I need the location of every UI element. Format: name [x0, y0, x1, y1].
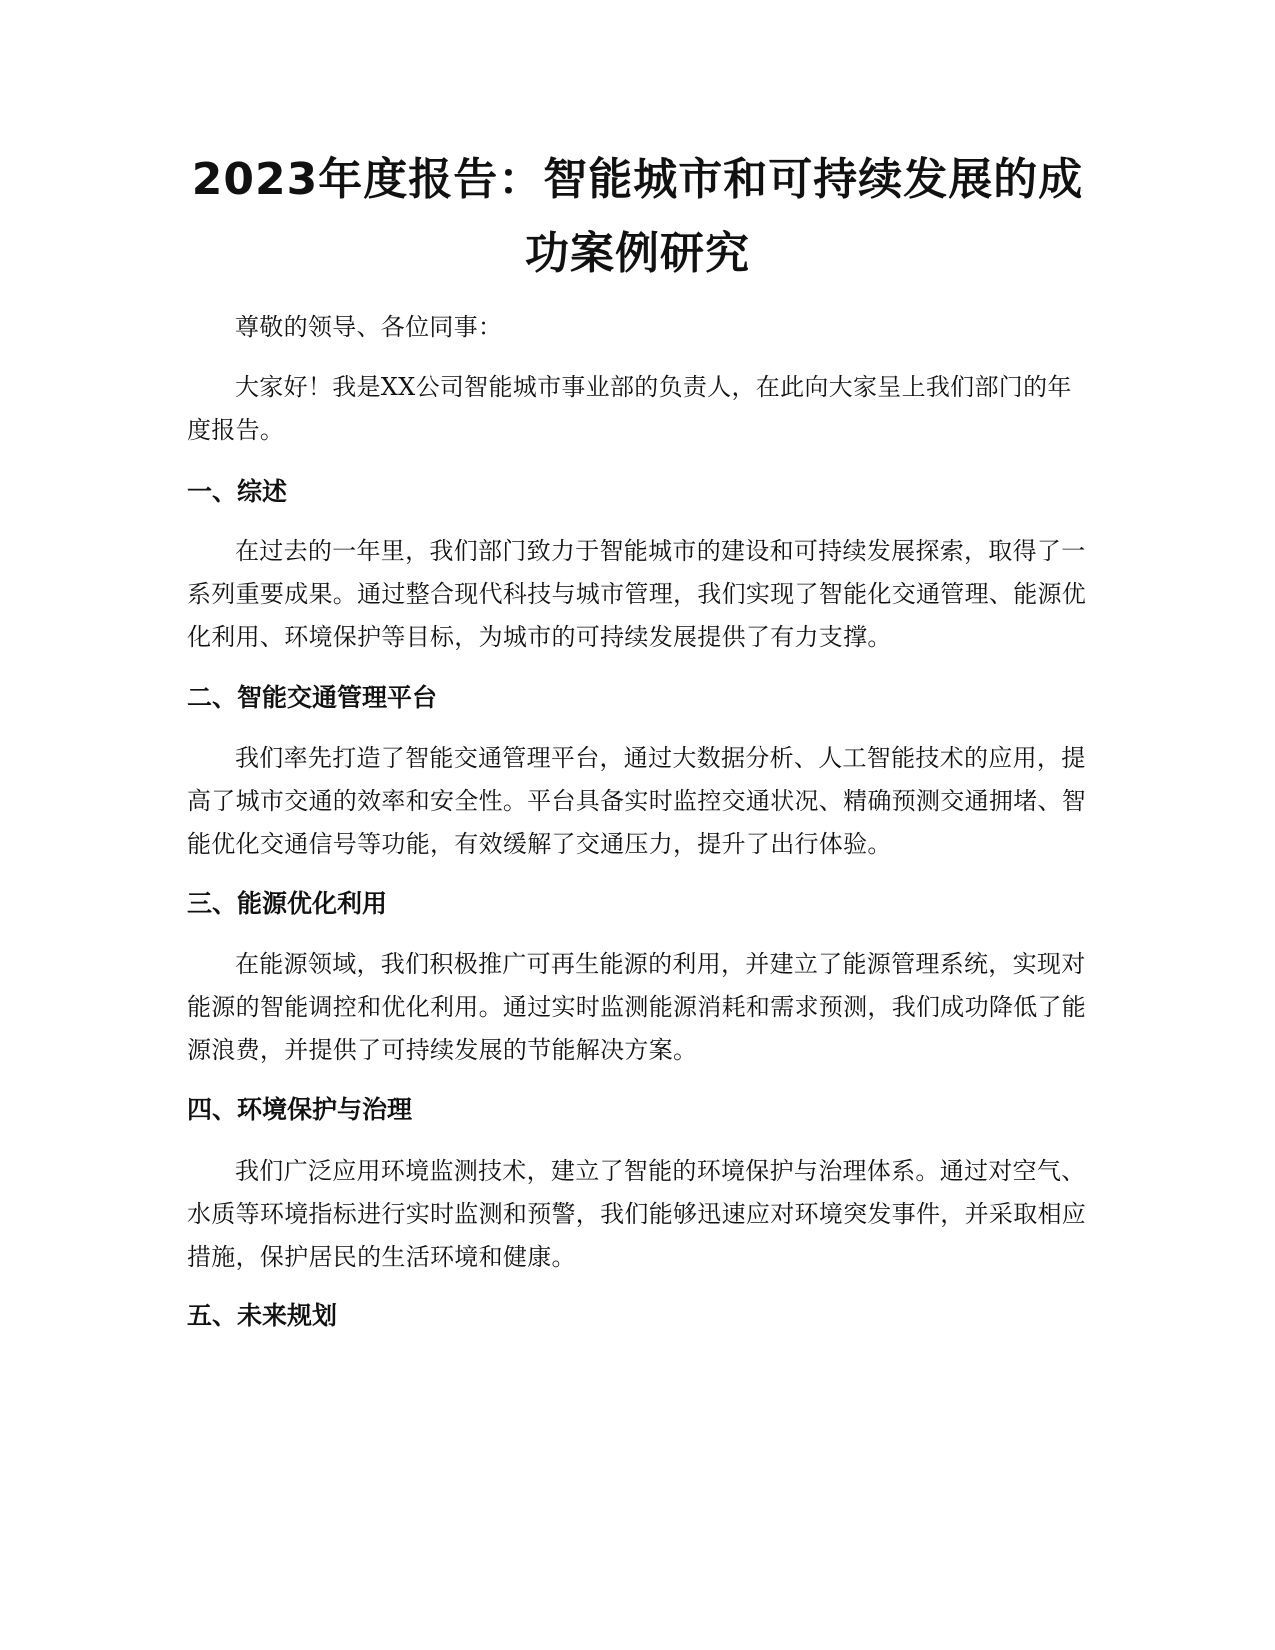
section-body-traffic: 我们率先打造了智能交通管理平台，通过大数据分析、人工智能技术的应用，提高了城市交通的效率和安全性。平台具备实时监控交通状况、精确预测交通拥堵、智能优化交通信号等功能，有效缓解了交通压力，提升了出行体验。 [187, 744, 1087, 858]
intro-paragraph: 大家好！我是XX公司智能城市事业部的负责人，在此向大家呈上我们部门的年度报告。 [187, 373, 1072, 444]
section-heading-overview: 一、综述 [187, 477, 288, 506]
document-title-line-1: 2023年度报告：智能城市和可持续发展的成 [191, 154, 1084, 205]
section-heading-energy: 三、能源优化利用 [187, 889, 388, 918]
section-body-energy: 在能源领域，我们积极推广可再生能源的利用，并建立了能源管理系统，实现对能源的智能调控和优化利用。通过实时监测能源消耗和需求预测，我们成功降低了能源浪费，并提供了可持续发展的节能解决方案。 [187, 950, 1087, 1064]
section-heading-environment: 四、环境保护与治理 [187, 1095, 413, 1124]
section-heading-traffic: 二、智能交通管理平台 [187, 683, 438, 712]
salutation: 尊敬的领导、各位同事： [235, 313, 503, 341]
section-body-overview: 在过去的一年里，我们部门致力于智能城市的建设和可持续发展探索，取得了一系列重要成果。通过整合现代科技与城市管理，我们实现了智能化交通管理、能源优化利用、环境保护等目标，为城市的可持续发展提供了有力支撑。 [187, 537, 1087, 651]
document-title-line-2: 功案例研究 [525, 228, 750, 279]
section-heading-future: 五、未来规划 [187, 1301, 338, 1330]
section-body-environment: 我们广泛应用环境监测技术，建立了智能的环境保护与治理体系。通过对空气、水质等环境指标进行实时监测和预警，我们能够迅速应对环境突发事件，并采取相应措施，保护居民的生活环境和健康。 [187, 1157, 1087, 1271]
